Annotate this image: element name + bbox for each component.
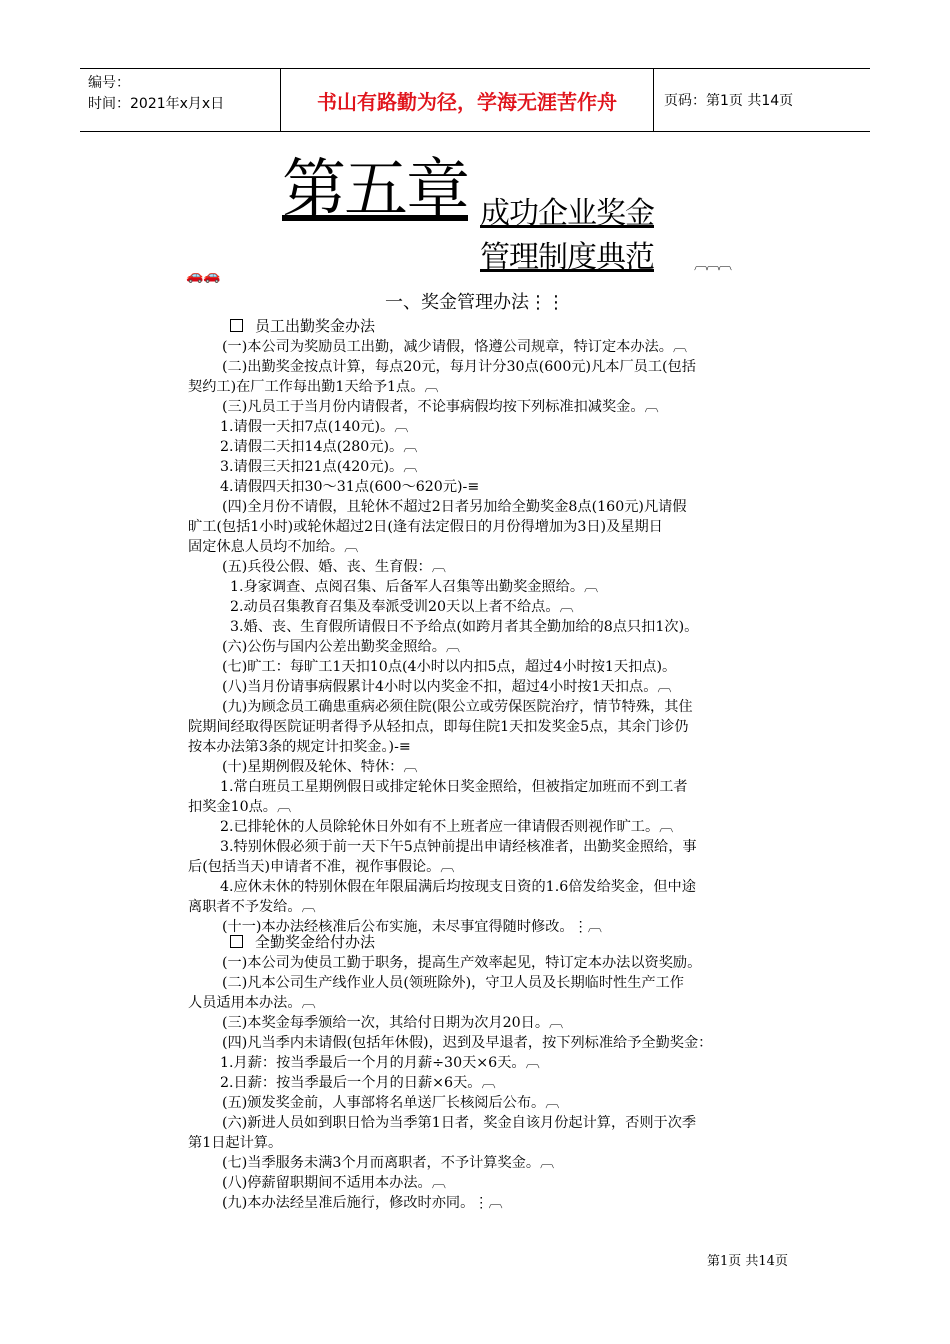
paragraph-line: (四)全月份不请假，且轮休不超过2日者另加给全勤奖金8点(160元)凡请假 xyxy=(222,499,687,515)
paragraph-line: 固定休息人员均不加给。︹ xyxy=(188,539,359,555)
paragraph-line: 3.特别休假必须于前一天下午5点钟前提出申请经核准者，出勤奖金照给，事 xyxy=(220,839,697,855)
chapter-number: 第五章 xyxy=(282,153,468,227)
checkbox-icon xyxy=(230,319,243,332)
title-trailing-marks: ︹︹︹ xyxy=(694,257,730,273)
paragraph-line: 院期间经取得医院证明者得予从轻扣点，即每住院1天扣发奖金5点，其余门诊仍 xyxy=(188,719,689,735)
paragraph-line: 4.应休未休的特别休假在年限届满后均按现支日资的1.6倍发给奖金，但中途 xyxy=(220,879,696,895)
paragraph-line: (九)为顾念员工确患重病必须住院(限公立或劳保医院治疗，情节特殊，其住 xyxy=(222,699,693,715)
paragraph-line: 2.请假二天扣14点(280元)。︹ xyxy=(220,439,418,455)
chapter-title-line-2: 管理制度典范 xyxy=(480,240,654,275)
paragraph-line: 1.常白班员工星期例假日或排定轮休日奖金照给，但被指定加班而不到工者 xyxy=(220,779,688,795)
paragraph-line: 1.月薪：按当季最后一个月的月薪÷30天×6天。︹ xyxy=(220,1055,540,1071)
paragraph-line: 旷工(包括1小时)或轮休超过2日(逢有法定假日的月份得增加为3日)及星期日 xyxy=(188,519,663,535)
paragraph-line: (八)停薪留职期间不适用本办法。︹ xyxy=(222,1175,446,1191)
paragraph-line: (七)当季服务未满3个月而离职者，不予计算奖金。︹ xyxy=(222,1155,555,1171)
paragraph-line: 契约工)在厂工作每出勤1天给予1点。︹ xyxy=(188,379,439,395)
subsection-title-attendance xyxy=(230,315,375,336)
paragraph-line: (十一)本办法经核准后公布实施，未尽事宜得随时修改。⋮︹ xyxy=(222,919,602,935)
paragraph-line: (三)凡员工于当月份内请假者，不论事病假均按下列标准扣减奖金。︹ xyxy=(222,399,659,415)
paragraph-line: (三)本奖金每季颁给一次，其给付日期为次月20日。︹ xyxy=(222,1015,564,1031)
paragraph-line: (十)星期例假及轮休、特休：︹ xyxy=(222,759,418,775)
page-header xyxy=(80,68,870,132)
paragraph-line: 离职者不予发给。︹ xyxy=(188,899,316,915)
paragraph-line: 2.日薪：按当季最后一个月的日薪×6天。︹ xyxy=(220,1075,496,1091)
paragraph-line: 后(包括当天)申请者不准，视作事假论。︹ xyxy=(188,859,455,875)
decorative-car-glyphs: 🚗🚗 xyxy=(186,268,221,284)
paragraph-line: 人员适用本办法。︹ xyxy=(188,995,316,1011)
paragraph-line: (八)当月份请事病假累计4小时以内奖金不扣，超过4小时按1天扣点。︹ xyxy=(222,679,672,695)
paragraph-line: (五)兵役公假、婚、丧、生育假：︹ xyxy=(222,559,446,575)
paragraph-line: 3.请假三天扣21点(420元)。︹ xyxy=(220,459,418,475)
paragraph-line: (四)凡当季内未请假(包括年休假)，迟到及早退者，按下列标准给予全勤奖金： xyxy=(222,1035,713,1051)
paragraph-line: (九)本办法经呈准后施行，修改时亦同。⋮︹ xyxy=(222,1195,503,1211)
paragraph-line: 按本办法第3条的规定计扣奖金。)-≡ xyxy=(188,739,411,755)
checkbox-icon xyxy=(230,935,243,948)
paragraph-line: (七)旷工：每旷工1天扣10点(4小时以内扣5点，超过4小时按1天扣点)。 xyxy=(222,659,677,675)
header-motto: 书山有路勤为径，学海无涯苦作舟 xyxy=(281,69,654,131)
paragraph-line: 2.已排轮休的人员除轮休日外如有不上班者应一律请假否则视作旷工。︹ xyxy=(220,819,674,835)
section-heading: 一、奖金管理办法⋮⋮ xyxy=(385,292,565,313)
chapter-title-line-1: 成功企业奖金 xyxy=(480,196,654,231)
paragraph-line: (二)凡本公司生产线作业人员(领班除外)，守卫人员及长期临时性生产工作 xyxy=(222,975,684,991)
paragraph-line: (一)本公司为奖励员工出勤，减少请假，恪遵公司规章，特订定本办法。︹ xyxy=(222,339,688,355)
paragraph-line: (六)公伤与国内公差出勤奖金照给。︹ xyxy=(222,639,461,655)
paragraph-line: 4.请假四天扣30～31点(600～620元)-≡ xyxy=(220,479,480,495)
paragraph-line: 扣奖金10点。︹ xyxy=(188,799,292,815)
paragraph-line: (五)颁发奖金前，人事部将名单送厂长核阅后公布。︹ xyxy=(222,1095,560,1111)
paragraph-line: 1.请假一天扣7点(140元)。︹ xyxy=(220,419,409,435)
paragraph-line: (六)新进人员如到职日恰为当季第1日者，奖金自该月份起计算，否则于次季 xyxy=(222,1115,697,1131)
subsection-title-full-attendance xyxy=(230,931,375,952)
document-number-label: 编号： xyxy=(88,75,130,91)
paragraph-line: 第1日起计算。 xyxy=(188,1135,283,1151)
chapter-title xyxy=(0,150,950,280)
paragraph-line: (二)出勤奖金按点计算，每点20元，每月计分30点(600元)凡本厂员工(包括 xyxy=(222,359,696,375)
paragraph-line: (一)本公司为使员工勤于职务，提高生产效率起见，特订定本办法以资奖励。 xyxy=(222,955,702,971)
subsection-title-text: 员工出勤奖金办法 xyxy=(255,317,376,335)
paragraph-line: 3.婚、丧、生育假所请假日不予给点(如跨月者其全勤加给的8点只扣1次)。 xyxy=(230,619,699,635)
paragraph-line: 1.身家调查、点阅召集、后备军人召集等出勤奖金照给。︹ xyxy=(230,579,599,595)
paragraph-line: 2.动员召集教育召集及奉派受训20天以上者不给点。︹ xyxy=(230,599,574,615)
header-meta xyxy=(80,69,281,131)
header-page-info: 页码：第1页 共14页 xyxy=(664,93,794,109)
document-time-label: 时间：2021年x月x日 xyxy=(88,96,225,112)
subsection-title-text: 全勤奖金给付办法 xyxy=(255,933,376,951)
page-footer: 第1页 共14页 xyxy=(707,1254,788,1269)
